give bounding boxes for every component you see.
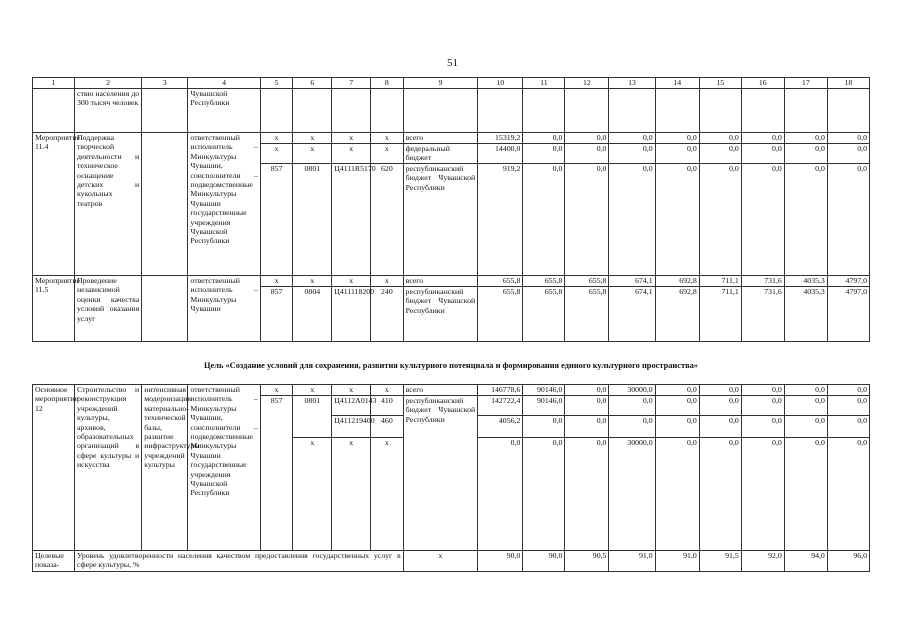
cell-source: всего xyxy=(403,385,478,396)
cell-value: 0,0 xyxy=(741,385,784,396)
cell-value: 0,0 xyxy=(827,164,869,276)
cell-value: 0,0 xyxy=(784,144,827,164)
cell-value: 0,0 xyxy=(523,164,565,276)
header-cell: 11 xyxy=(523,78,565,89)
cell-value: 0,0 xyxy=(699,133,741,144)
cell-value: 0,0 xyxy=(523,416,565,438)
cell-value: 0,0 xyxy=(699,416,741,438)
cell-value: 4797,0 xyxy=(827,287,869,342)
table-row xyxy=(33,385,870,396)
cell-value: 14400,0 xyxy=(478,144,523,164)
header-cell: 14 xyxy=(655,78,699,89)
cell-value: 0,0 xyxy=(784,133,827,144)
cell-c6: x xyxy=(293,385,332,396)
cell-value: 0,0 xyxy=(478,438,523,551)
cell-c7: x xyxy=(332,438,371,551)
header-row xyxy=(33,78,870,89)
cell-value: 4035,3 xyxy=(784,276,827,287)
cell-value: 0,0 xyxy=(655,396,699,416)
cell-c7: Ц4111R5170 xyxy=(332,164,371,276)
cell-value: 0,0 xyxy=(565,416,609,438)
cell-c7: x xyxy=(332,385,371,396)
table-row xyxy=(33,551,870,572)
cell-c5: 857 xyxy=(260,287,293,342)
cell-c8: x xyxy=(371,144,404,164)
cell-value: 90,0 xyxy=(478,551,523,572)
cell-value: 731,6 xyxy=(741,276,784,287)
cell-value: 0,0 xyxy=(565,133,609,144)
cell-c5: x xyxy=(260,385,293,396)
cell-value: 0,0 xyxy=(784,416,827,438)
header-cell: 18 xyxy=(827,78,869,89)
cell-value: 15319,2 xyxy=(478,133,523,144)
cell-value: 90146,0 xyxy=(523,396,565,416)
cell-source: республиканский бюджет Чувашской Республики xyxy=(403,287,478,342)
cell-value: 711,1 xyxy=(699,287,741,342)
cell-source: всего xyxy=(403,276,478,287)
cell-value: 0,0 xyxy=(741,164,784,276)
cell-value: 0,0 xyxy=(827,144,869,164)
cell-c6: x xyxy=(293,144,332,164)
cell-value: 4797,0 xyxy=(827,276,869,287)
cell-value: 0,0 xyxy=(565,396,609,416)
cell-value: 0,0 xyxy=(655,416,699,438)
cell-value: 0,0 xyxy=(609,164,655,276)
header-cell: 3 xyxy=(142,78,188,89)
cell-value: 90,5 xyxy=(565,551,609,572)
page-number: 51 xyxy=(447,57,458,69)
header-cell: 4 xyxy=(188,78,260,89)
measure-resp: ответственный исполнитель – Минкультуры Чувашии, соисполнители – подведомственные Минкультуры Чувашии государственные учреждения Чувашской Республики xyxy=(188,133,260,276)
targets-desc: Уровень удовлетворенности населения качеством предоставления государственных услуг в сфере культуры, % xyxy=(75,551,404,572)
measure-resp: ответственный исполнитель – Минкультуры Чувашии, соисполнители – подведомственные Минкультуры Чувашии государственные учреждения Чувашской Республики xyxy=(188,385,260,551)
cell-value: 692,8 xyxy=(655,276,699,287)
header-cell: 1 xyxy=(33,78,75,89)
cell-value: 146778,6 xyxy=(478,385,523,396)
cell-value: 655,8 xyxy=(565,276,609,287)
header-cell: 6 xyxy=(293,78,332,89)
continuation-resp: Чувашской Республики xyxy=(188,89,260,133)
cell-c8: x xyxy=(371,438,404,551)
cell-c6: x xyxy=(293,438,332,551)
targets-name: Целевые показа- xyxy=(33,551,75,572)
measure-desc: Строительство и реконструкция учреждений культуры, архивов, образовательных организаций в сфере культуры и искусства xyxy=(75,385,142,551)
table-row xyxy=(33,276,870,287)
cell-value: 655,8 xyxy=(478,287,523,342)
header-cell: 10 xyxy=(478,78,523,89)
cell-value: 30000,0 xyxy=(609,438,655,551)
cell-value: 674,1 xyxy=(609,276,655,287)
cell-value: 655,8 xyxy=(523,287,565,342)
cell-value: 731,6 xyxy=(741,287,784,342)
header-cell: 5 xyxy=(260,78,293,89)
header-cell: 8 xyxy=(371,78,404,89)
header-cell: 7 xyxy=(332,78,371,89)
cell-c8: x xyxy=(371,385,404,396)
cell-c7: x xyxy=(332,276,371,287)
cell-value: 711,1 xyxy=(699,276,741,287)
cell-c5 xyxy=(260,416,293,438)
cell-value: 142722,4 xyxy=(478,396,523,416)
cell-value: 0,0 xyxy=(741,144,784,164)
cell-value: 0,0 xyxy=(741,416,784,438)
cell-value: 0,0 xyxy=(655,385,699,396)
cell-value: 0,0 xyxy=(565,385,609,396)
cell-value: 0,0 xyxy=(565,438,609,551)
table-row xyxy=(33,133,870,144)
cell-value: 0,0 xyxy=(699,438,741,551)
cell-value: 655,8 xyxy=(523,276,565,287)
header-cell: 2 xyxy=(75,78,142,89)
measure-name: Мероприятие 11.5 xyxy=(33,276,75,342)
cell-c7: x xyxy=(332,144,371,164)
cell-value: 91,5 xyxy=(699,551,741,572)
cell-c8: 240 xyxy=(371,287,404,342)
cell-value: 655,8 xyxy=(565,287,609,342)
cell-value: 0,0 xyxy=(741,133,784,144)
targets-c9: x xyxy=(403,551,478,572)
measure-resp: ответственный исполнитель – Минкультуры Чувашии xyxy=(188,276,260,342)
cell-value: 0,0 xyxy=(784,164,827,276)
cell-c8: x xyxy=(371,133,404,144)
cell-value: 0,0 xyxy=(699,396,741,416)
cell-c7: Ц411219400 xyxy=(332,416,371,438)
cell-value: 0,0 xyxy=(655,164,699,276)
cell-value: 94,0 xyxy=(784,551,827,572)
cell-c7: Ц4112A0143 xyxy=(332,396,371,416)
cell-source: федеральный бюджет xyxy=(403,144,478,164)
cell-value: 0,0 xyxy=(827,133,869,144)
cell-c6: x xyxy=(293,276,332,287)
cell-c5: x xyxy=(260,276,293,287)
cell-value: 4056,2 xyxy=(478,416,523,438)
goal-title: Цель «Создание условий для сохранения, развития культурного потенциала и формирования единого культурного пространства» xyxy=(204,361,698,371)
cell-value: 0,0 xyxy=(784,385,827,396)
measure-name: Мероприятие 11.4 xyxy=(33,133,75,276)
cell-value: 919,2 xyxy=(478,164,523,276)
cell-value: 0,0 xyxy=(699,385,741,396)
cell-c5: x xyxy=(260,133,293,144)
cell-c8: 410 xyxy=(371,396,404,416)
measure-desc: Поддержка творческой деятельности и техническое оснащение детских и кукольных театров xyxy=(75,133,142,276)
budget-table xyxy=(32,77,870,572)
cell-value: 0,0 xyxy=(565,164,609,276)
cell-value: 0,0 xyxy=(655,438,699,551)
cell-source: республиканский бюджет Чувашской Республики xyxy=(403,396,478,551)
cell-c6: 0801 xyxy=(293,396,332,416)
header-cell: 17 xyxy=(784,78,827,89)
cell-value: 0,0 xyxy=(523,133,565,144)
cell-value: 4035,3 xyxy=(784,287,827,342)
header-cell: 13 xyxy=(609,78,655,89)
cell-value: 0,0 xyxy=(827,396,869,416)
cell-value: 96,0 xyxy=(827,551,869,572)
cell-value: 0,0 xyxy=(609,144,655,164)
cell-value: 0,0 xyxy=(655,144,699,164)
continuation-row xyxy=(33,89,870,133)
cell-value: 91,0 xyxy=(609,551,655,572)
cell-value: 0,0 xyxy=(741,396,784,416)
measure-name: Основное мероприятие 12 xyxy=(33,385,75,551)
cell-value: 0,0 xyxy=(827,385,869,396)
cell-value: 90146,0 xyxy=(523,385,565,396)
header-cell: 9 xyxy=(403,78,478,89)
cell-value: 0,0 xyxy=(523,144,565,164)
cell-value: 90,0 xyxy=(523,551,565,572)
header-cell: 16 xyxy=(741,78,784,89)
cell-value: 92,0 xyxy=(741,551,784,572)
cell-value: 0,0 xyxy=(565,144,609,164)
cell-source: республиканский бюджет Чувашской Республики xyxy=(403,164,478,276)
cell-value: 0,0 xyxy=(827,438,869,551)
cell-c6: 0804 xyxy=(293,287,332,342)
goal-row xyxy=(33,342,870,385)
cell-value: 0,0 xyxy=(784,438,827,551)
cell-value: 30000,0 xyxy=(609,385,655,396)
cell-c8: 460 xyxy=(371,416,404,438)
cell-value: 0,0 xyxy=(523,438,565,551)
measure-desc: Проведение независимой оценки качества условий оказания услуг xyxy=(75,276,142,342)
cell-c5: x xyxy=(260,144,293,164)
cell-value: 91,0 xyxy=(655,551,699,572)
cell-c8: 620 xyxy=(371,164,404,276)
cell-value: 0,0 xyxy=(699,144,741,164)
cell-c6 xyxy=(293,416,332,438)
cell-c7: Ц411118200 xyxy=(332,287,371,342)
cell-source: всего xyxy=(403,133,478,144)
header-cell: 12 xyxy=(565,78,609,89)
cell-value: 0,0 xyxy=(741,438,784,551)
cell-c5: 857 xyxy=(260,164,293,276)
cell-value: 674,1 xyxy=(609,287,655,342)
cell-value: 0,0 xyxy=(784,396,827,416)
cell-c8: x xyxy=(371,276,404,287)
cell-value: 0,0 xyxy=(609,416,655,438)
continuation-desc: ствю населения до 300 тысяч человек xyxy=(75,89,142,133)
cell-value: 0,0 xyxy=(609,133,655,144)
cell-c7: x xyxy=(332,133,371,144)
cell-value: 0,0 xyxy=(699,164,741,276)
cell-value: 0,0 xyxy=(827,416,869,438)
cell-c5 xyxy=(260,438,293,551)
cell-value: 0,0 xyxy=(655,133,699,144)
cell-value: 692,8 xyxy=(655,287,699,342)
cell-c6: x xyxy=(293,133,332,144)
cell-value: 655,8 xyxy=(478,276,523,287)
cell-c6: 0801 xyxy=(293,164,332,276)
cell-c5: 857 xyxy=(260,396,293,416)
measure-col3: интенсивная модернизация материально-технической базы, развитие инфраструктуры учреждений культуры xyxy=(142,385,188,551)
cell-value: 0,0 xyxy=(609,396,655,416)
header-cell: 15 xyxy=(699,78,741,89)
